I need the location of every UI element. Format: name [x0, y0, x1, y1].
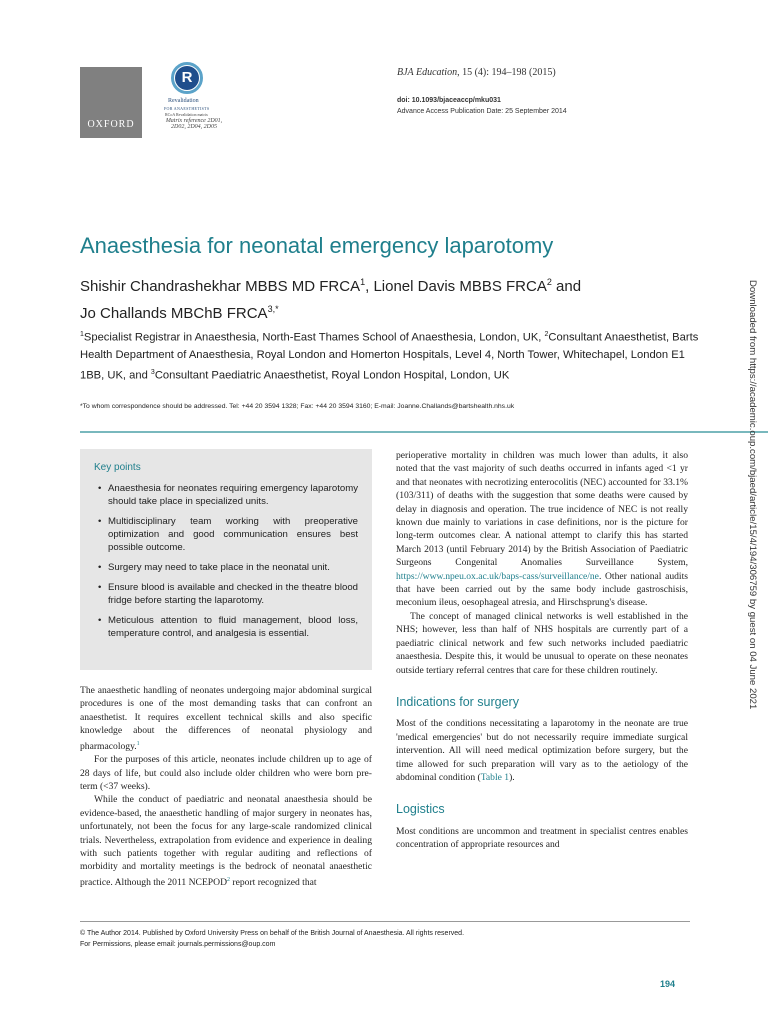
section-heading-indications: Indications for surgery [396, 694, 519, 709]
paragraph [80, 684, 372, 753]
oxford-logo [80, 67, 142, 138]
oxford-logo-text: OXFORD [87, 119, 135, 130]
citation-link[interactable]: 1 [136, 740, 140, 747]
affil-sup-1: 1 [80, 331, 84, 338]
paragraph-text: perioperative mortality in children was much lower than adults, it also noted that the vast majority of such deaths occurred in infants aged <1 yr and that neonates with necrotizing enterocolitis (NEC) accounted for 33.1% (103/311) of deaths with the suggestion that some deaths were caused by delay in diagnosis and operation. The true incidence of NEC is not really known due mainly to variations in case definitions, nor is the picture for long-term outcomes clear. A national attempt to clarify this has started March 2013 (until February 2014) by the British Association of Paediatric Surgeons Congenital Anomalies Surveillance System, [396, 450, 688, 569]
affiliations [80, 326, 700, 384]
paragraph: Most conditions are uncommon and treatment in specialist centres enables concentration of appropriate resources and [396, 825, 688, 851]
paragraph-text: report recognized that [230, 877, 317, 889]
paragraph-text: While the conduct of paediatric and neonatal anaesthesia should be evidence-based, the anaesthetic handling of major surgery in neonates has, unfortunately, not been the focus for any large-scale randomized clinical trials. Nevertheless, extrapolation from evidence and experience in dealing with such patients together with regular auditing and reflections of morbidity and mortality meetings is the bedrock of neonatal anaesthetic practice. Although the 2011 NCEPOD [80, 794, 372, 889]
author-list [80, 271, 700, 325]
permissions-text: For Permissions, please email: journals.permissions@oup.com [80, 941, 276, 948]
author-1-sup: 1 [360, 277, 366, 287]
key-points-list [98, 482, 358, 647]
revalidation-matrix: Matrix reference 2D01, 2D02, 2D04, 2D05 [165, 118, 223, 130]
author-2-sup: 2 [546, 277, 552, 287]
surveillance-link[interactable]: https://www.npeu.ox.ac.uk/baps-cass/surveillance/ne [396, 570, 599, 582]
key-point-item: • Surgery may need to take place in the neonatal unit. [98, 561, 358, 574]
affil-sup-2: 2 [544, 331, 549, 338]
paragraph [396, 449, 688, 610]
key-points-heading: Key points [94, 462, 141, 473]
paragraph: The concept of managed clinical networks is well established in the NHS; however, less than half of NHS hospitals are currently part of a paediatric clinical network and few such networks included paediatric anaesthesia. Despite this, it would be unusual to operate on these neonates outside tertiary referral centres that care for these children routinely. [396, 610, 688, 676]
copyright-text: © The Author 2014. Published by Oxford University Press on behalf of the British Journal of Anaesthesia. All rights reserved. [80, 930, 465, 937]
download-side-note [742, 280, 758, 800]
author-and: and [551, 278, 582, 295]
citation-link[interactable]: 2 [227, 876, 230, 883]
doi[interactable]: doi: 10.1093/bjaceaccp/mku031 [397, 97, 501, 104]
paragraph-text: . Other national audits that have been carried out by the same body include gastroschisis, meconium ileus, oesophageal atresia, and Hirschsprung's disease. [396, 570, 688, 609]
journal-name: BJA Education [397, 67, 458, 78]
article-title: Anaesthesia for neonatal emergency laparotomy [80, 233, 554, 258]
left-column [80, 684, 372, 889]
section-heading-logistics: Logistics [396, 802, 445, 817]
revalidation-name: Revalidation [168, 98, 199, 104]
paragraph-text: ). [509, 771, 515, 783]
affil-sup-3: 3 [150, 368, 155, 376]
key-point-item: • Meticulous attention to fluid management, blood loss, temperature control, and analgesia is essential. [98, 614, 358, 640]
access-date: Advance Access Publication Date: 25 September 2014 [397, 108, 567, 115]
journal-citation [397, 67, 556, 78]
paragraph [80, 793, 372, 889]
table-1-link[interactable]: Table 1 [480, 771, 510, 783]
affiliation-1: Specialist Registrar in Anaesthesia, North-East Thames School of Anaesthesia, London, UK, [83, 331, 545, 344]
revalidation-letter: R [175, 66, 199, 90]
author-1: Shishir Chandrashekhar MBBS MD FRCA [80, 278, 361, 295]
paragraph-text: The anaesthetic handling of neonates undergoing major abdominal surgical procedures is one of the most demanding tasks that can confront an anaesthetist. It requires excellent technical skills and also specific knowledge about the differences of neonatal physiology and pharmacology. [80, 685, 372, 752]
paragraph-text: Most of the conditions necessitating a laparotomy in the neonate are true 'medical emergencies' but do not necessarily require immediate surgical intervention. All will need medical optimization before surgery, but the time allowed for such preparation will vary as to the aetiology of the abdominal condition ( [396, 718, 688, 783]
paragraph: For the purposes of this article, neonates include children up to age of 28 days of life, but could also include older children who were born pre-term (<37 weeks). [80, 754, 372, 793]
correspondence-note: *To whom correspondence should be addressed. Tel: +44 20 3594 1328; Fax: +44 20 3594 3160; E-mail: Joanne.Challands@bartshealth.nhs.uk [80, 403, 515, 410]
revalidation-line: RCoA Revalidation matrix [165, 112, 208, 117]
footer-divider [80, 921, 690, 922]
download-side-note-text: Downloaded from https://academic.oup.com/bjaed/article/15/4/194/306759 by guest on 04 June 2021 [747, 280, 758, 710]
paragraph [396, 717, 688, 784]
journal-volume: , 15 (4): 194–198 (2015) [457, 67, 556, 78]
header-divider [80, 431, 768, 433]
right-column [396, 449, 688, 852]
author-3-sup: 3,* [267, 304, 279, 314]
affiliation-2: Consultant Anaesthetist, Barts Health Department of Anaesthesia, Royal London and Homerton Hospitals, Level 4, North Tower, Whitechapel, London E1 1BB, UK, and [80, 331, 699, 382]
page-number: 194 [660, 979, 676, 989]
key-point-item: • Anaesthesia for neonates requiring emergency laparotomy should take place in specialized units. [98, 482, 358, 508]
revalidation-sub: FOR ANAESTHETISTS [164, 106, 210, 111]
revalidation-badge [160, 62, 222, 140]
author-3: Jo Challands MBChB FRCA [80, 305, 268, 322]
key-point-item: • Multidisciplinary team working with preoperative optimization and good communication ensures best possible outcome. [98, 515, 358, 554]
author-2: , Lionel Davis MBBS FRCA [365, 278, 547, 295]
key-point-item: • Ensure blood is available and checked in the theatre blood fridge before starting the laparotomy. [98, 581, 358, 607]
affiliation-3: Consultant Paediatric Anaesthetist, Royal London Hospital, London, UK [154, 369, 510, 382]
key-points-box [80, 449, 372, 670]
copyright-block [80, 928, 464, 950]
